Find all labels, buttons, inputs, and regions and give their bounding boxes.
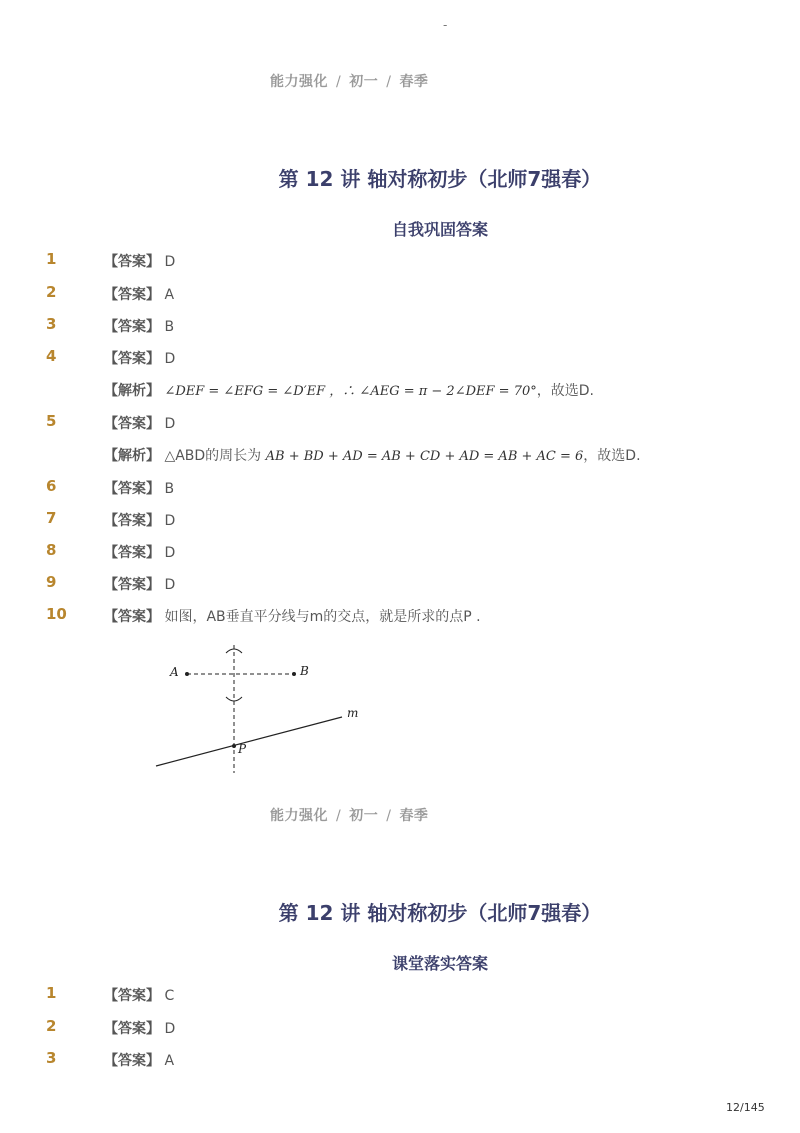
answer-tag: 【答案】 (104, 1021, 160, 1037)
breadcrumb-sep: / (336, 74, 342, 90)
answer-line (104, 284, 174, 304)
answer-line (104, 251, 175, 271)
question-number: 5 (46, 412, 57, 430)
lecture-title: 第 12 讲 轴对称初步（北师7强春） (278, 901, 602, 925)
breadcrumb-part: 春季 (399, 808, 429, 824)
answer-value: D (164, 577, 176, 593)
analysis-lead: △ABD的周长为 (164, 448, 262, 464)
label-p: P (238, 742, 247, 756)
question-number: 1 (46, 984, 57, 1002)
question-number: 4 (46, 347, 57, 365)
analysis-tag: 【解析】 (104, 383, 160, 399)
answer-tag: 【答案】 (104, 545, 160, 561)
breadcrumb-part: 能力强化 (270, 74, 328, 90)
answer-value: 如图，AB垂直平分线与m的交点，就是所求的点P . (164, 609, 481, 625)
answer-tag: 【答案】 (104, 287, 160, 303)
answer-value: D (164, 254, 176, 270)
answer-line (104, 985, 174, 1005)
answer-line (104, 574, 175, 594)
breadcrumb-sep: / (386, 808, 392, 824)
answer-line (104, 1018, 175, 1038)
page-number: 12/145 (726, 1101, 765, 1114)
answer-value: B (164, 481, 175, 497)
answer-value: B (164, 319, 175, 335)
question-number: 3 (46, 1049, 57, 1067)
answer-value: D (164, 351, 176, 367)
label-a: A (170, 665, 179, 679)
analysis-tail: ，故选D. (583, 448, 641, 464)
answer-tag: 【答案】 (104, 254, 160, 270)
answer-line (104, 510, 175, 530)
question-number: 2 (46, 1017, 57, 1035)
perpendicular-bisector-figure (150, 635, 370, 780)
page-top-mark: - (443, 18, 448, 32)
answer-value: D (164, 416, 176, 432)
point-p (232, 744, 236, 748)
analysis-tag: 【解析】 (104, 448, 160, 464)
analysis-math: AB + BD + AD = AB + CD + AD = AB + AC = 6 (265, 449, 584, 464)
label-m: m (347, 706, 359, 720)
analysis-line (104, 445, 641, 465)
breadcrumb-part: 初一 (349, 808, 379, 824)
question-number: 6 (46, 477, 57, 495)
answer-tag: 【答案】 (104, 351, 160, 367)
line-m (156, 717, 342, 766)
answer-tag: 【答案】 (104, 319, 160, 335)
analysis-tail: ，故选D. (536, 383, 594, 399)
answer-tag: 【答案】 (104, 513, 160, 529)
answer-tag: 【答案】 (104, 416, 160, 432)
answer-value: A (164, 1053, 175, 1069)
question-number: 2 (46, 283, 57, 301)
answer-value: D (164, 513, 176, 529)
answer-tag: 【答案】 (104, 988, 160, 1004)
breadcrumb-part: 初一 (349, 74, 379, 90)
answer-line (104, 1050, 174, 1070)
section-title: 自我巩固答案 (391, 220, 488, 239)
breadcrumb-part: 春季 (399, 74, 429, 90)
answer-value: A (164, 287, 175, 303)
answer-tag: 【答案】 (104, 1053, 160, 1069)
answer-tag: 【答案】 (104, 481, 160, 497)
answer-line (104, 542, 175, 562)
breadcrumb-sep: / (336, 808, 342, 824)
question-number: 7 (46, 509, 57, 527)
breadcrumb-sep: / (386, 74, 392, 90)
point-a (185, 672, 189, 676)
answer-value: D (164, 545, 176, 561)
breadcrumb (270, 805, 428, 825)
answer-line (104, 606, 481, 626)
answer-line (104, 316, 174, 336)
analysis-math: ∠DEF = ∠EFG = ∠D′EF ，∴ ∠AEG = π − 2∠DEF = 70° (164, 384, 537, 399)
answer-value: D (164, 1021, 176, 1037)
section-title: 课堂落实答案 (391, 954, 488, 973)
question-number: 10 (46, 605, 67, 623)
answer-tag: 【答案】 (104, 577, 160, 593)
answer-line (104, 348, 175, 368)
question-number: 3 (46, 315, 57, 333)
breadcrumb (270, 71, 428, 91)
answer-tag: 【答案】 (104, 609, 160, 625)
point-b (292, 672, 296, 676)
label-b: B (300, 664, 309, 678)
answer-value: C (164, 988, 175, 1004)
question-number: 9 (46, 573, 57, 591)
answer-line (104, 413, 175, 433)
question-number: 1 (46, 250, 57, 268)
breadcrumb-part: 能力强化 (270, 808, 328, 824)
question-number: 8 (46, 541, 57, 559)
analysis-line (104, 380, 594, 400)
answer-line (104, 478, 174, 498)
lecture-title: 第 12 讲 轴对称初步（北师7强春） (278, 167, 602, 191)
